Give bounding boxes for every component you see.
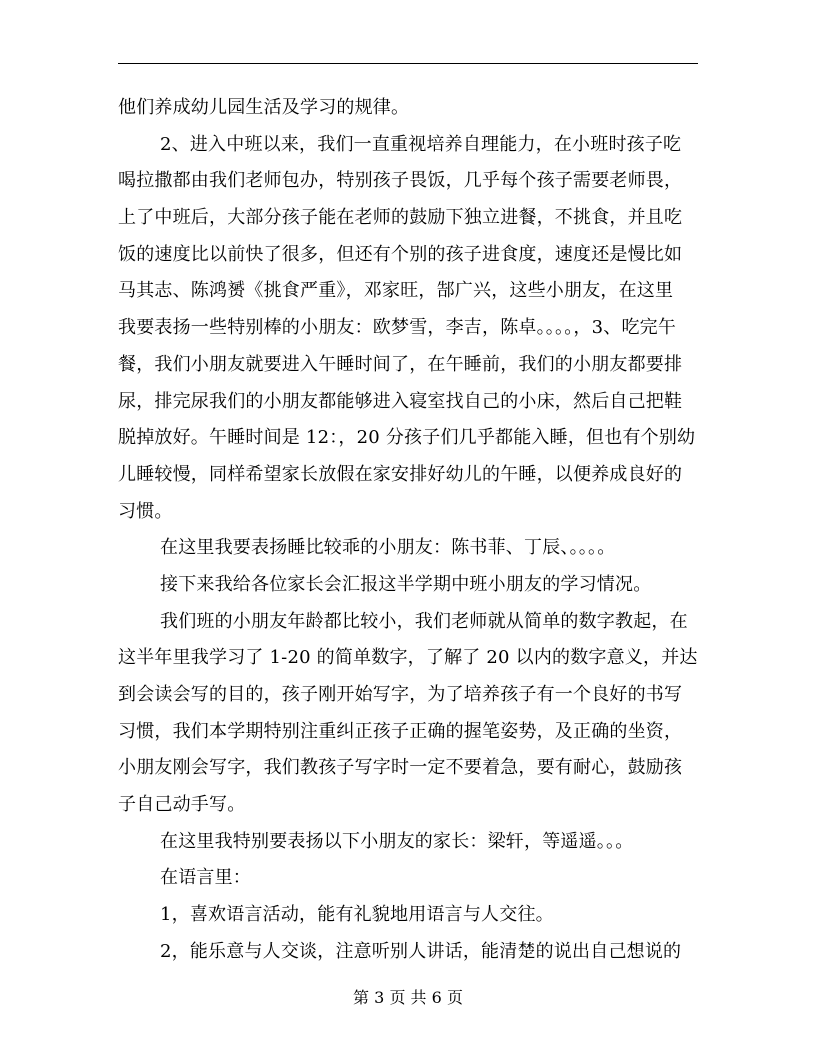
header-rule xyxy=(118,63,698,64)
body-text xyxy=(118,90,700,971)
text-line: 习惯，我们本学期特别注重纠正孩子正确的握笔姿势，及正确的坐资， xyxy=(118,720,683,742)
text-line: 2、进入中班以来，我们一直重视培养自理能力，在小班时孩子吃 xyxy=(160,133,682,155)
text-line: 习惯。 xyxy=(118,500,173,522)
footer-page-label: 页 xyxy=(389,988,406,1007)
text-line: 这半年里我学习了 1-20 的简单数字，了解了 20 以内的数字意义，并达 xyxy=(118,647,698,669)
text-line: 尿，排完尿我们的小朋友都能够进入寝室找自己的小床，然后自己把鞋 xyxy=(118,390,683,412)
text-line: 在这里我特别要表扬以下小朋友的家长：梁轩，等遥遥。。。 xyxy=(160,830,634,852)
text-line: 接下来我给各位家长会汇报这半学期中班小朋友的学习情况。 xyxy=(160,573,652,595)
text-line: 2，能乐意与人交谈，注意听别人讲话，能清楚的说出自己想说的 xyxy=(160,940,682,962)
text-line: 到会读会写的目的，孩子刚开始写字，为了培养孩子有一个良好的书写 xyxy=(118,684,683,705)
text-line: 我们班的小朋友年龄都比较小，我们老师就从简单的数字教起，在 xyxy=(160,610,688,632)
total-pages: 6 xyxy=(431,988,442,1007)
text-line: 上了中班后，大部分孩子能在老师的鼓励下独立进餐，不挑食，并且吃 xyxy=(118,207,683,229)
text-line: 我要表扬一些特别棒的小朋友：欧梦雪，李吉，陈卓。。。。，3、吃完午 xyxy=(118,317,677,339)
text-line: 在这里我要表扬睡比较乖的小朋友：陈书菲、丁辰、。。。。 xyxy=(160,537,616,559)
text-line: 马其志、陈鸿赟《挑食严重》，邓家旺，郜广兴，这些小朋友，在这里 xyxy=(118,280,674,302)
text-line: 1，喜欢语言活动，能有礼貌地用语言与人交往。 xyxy=(160,904,554,926)
text-line: 喝拉撒都由我们老师包办，特别孩子畏饭，几乎每个孩子需要老师畏， xyxy=(118,170,683,192)
page-number: 3 xyxy=(374,988,385,1007)
text-line: 饭的速度比以前快了很多，但还有个别的孩子进食度，速度还是慢比如 xyxy=(118,243,683,265)
text-line: 在语言里： xyxy=(160,867,251,889)
text-line: 子自己动手写。 xyxy=(118,794,246,816)
text-line: 他们养成幼儿园生活及学习的规律。 xyxy=(118,97,410,118)
footer-prefix: 第 xyxy=(353,988,370,1007)
text-line: 小朋友刚会写字，我们教孩子写字时一定不要着急，要有耐心，鼓励孩 xyxy=(118,757,683,779)
text-line: 脱掉放好。午睡时间是 12：，20 分孩子们几乎都能入睡，但也有个别幼 xyxy=(118,427,696,449)
footer-total-prefix: 共 xyxy=(410,988,427,1007)
text-line: 餐，我们小朋友就要进入午睡时间了，在午睡前，我们的小朋友都要排 xyxy=(118,353,683,375)
text-line: 儿睡较慢，同样希望家长放假在家安排好幼儿的午睡，以便养成良好的 xyxy=(118,463,683,485)
footer-total-label: 页 xyxy=(446,988,463,1007)
page-footer xyxy=(0,986,816,1010)
